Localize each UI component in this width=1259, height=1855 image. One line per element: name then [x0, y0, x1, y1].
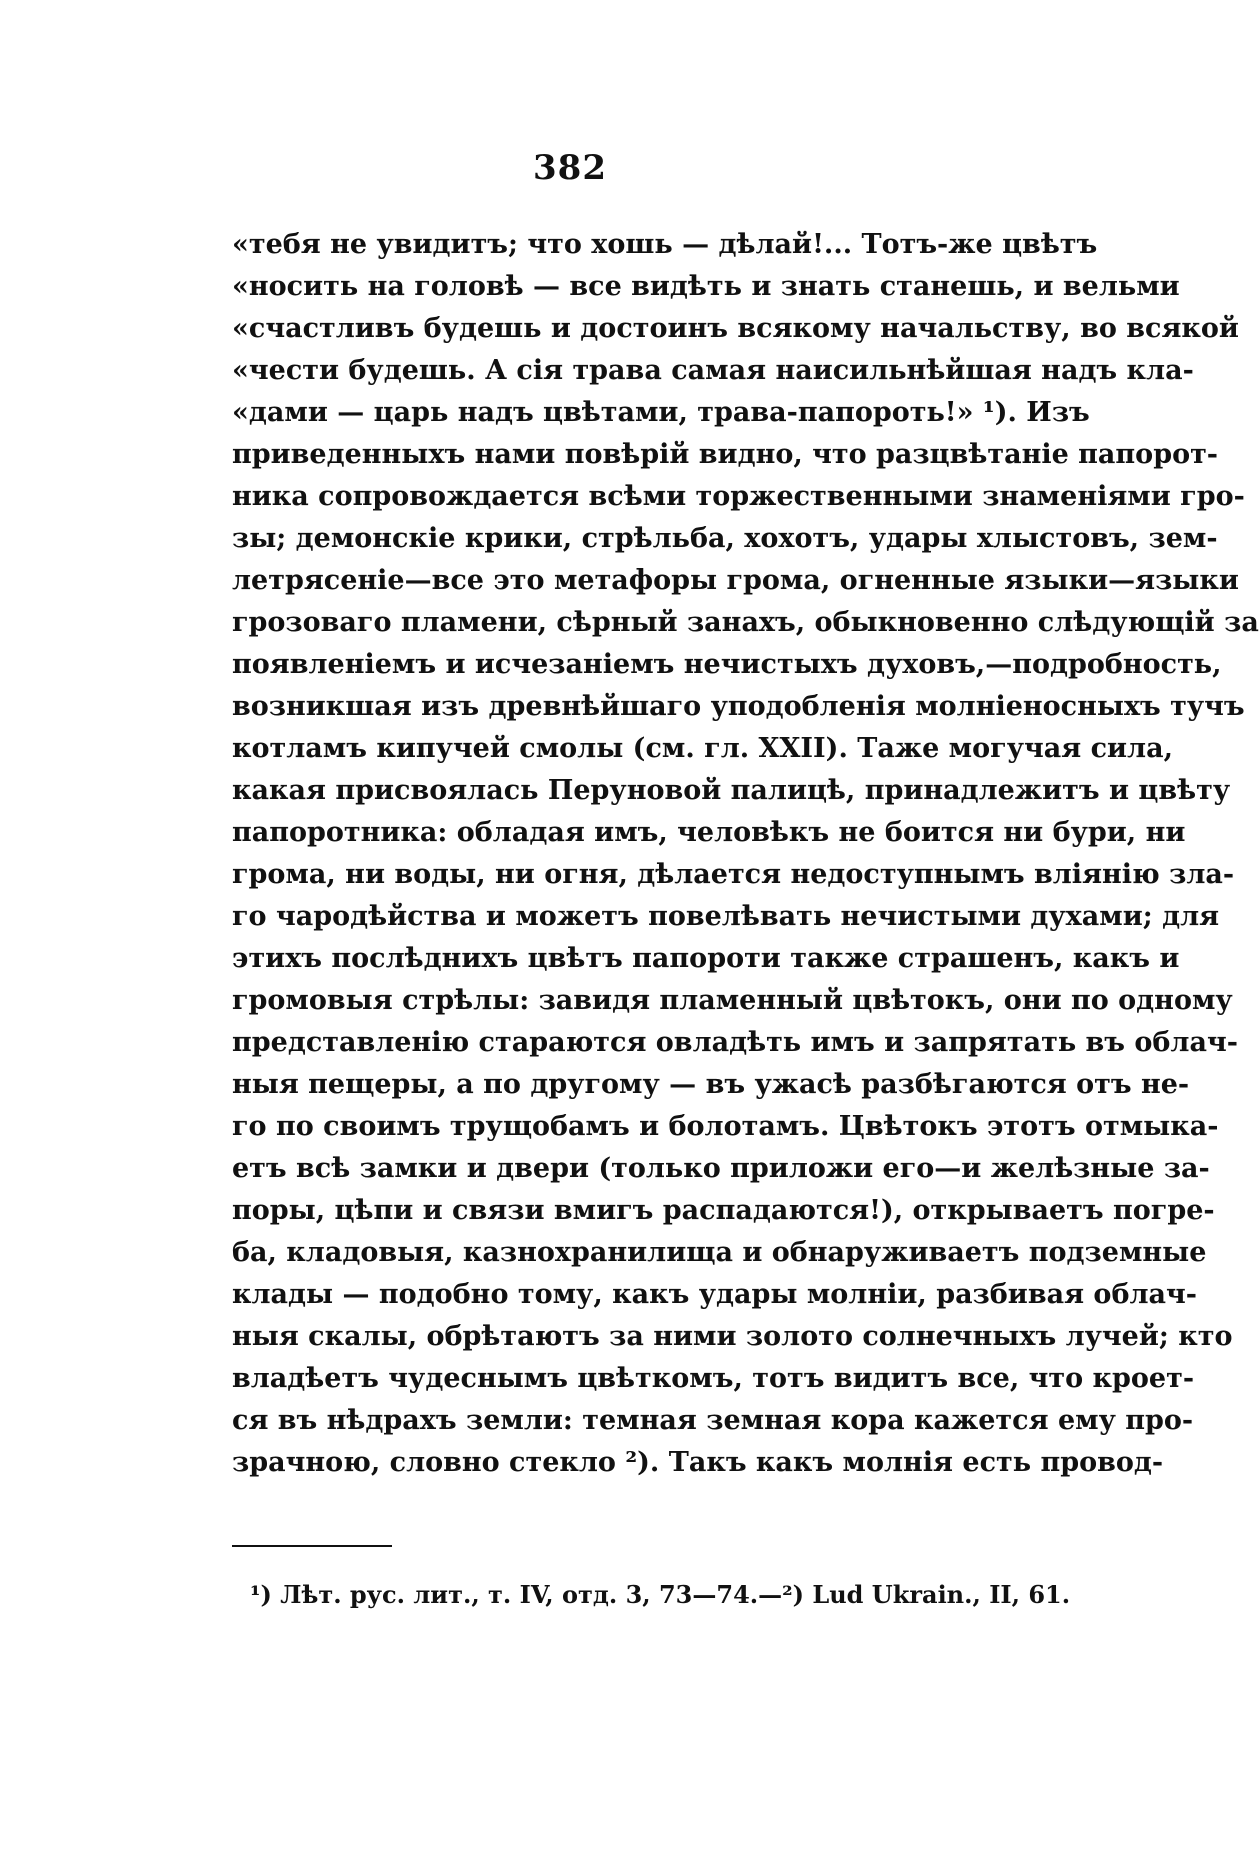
- text-line: етъ всѣ замки и двери (только приложи его—и желѣзные за-: [232, 1153, 1210, 1184]
- text-line: го по своимъ трущобамъ и болотамъ. Цвѣтокъ этотъ отмыка-: [232, 1111, 1219, 1142]
- text-line: «тебя не увидитъ; что хошь — дѣлай!... Тотъ-же цвѣтъ: [232, 229, 1098, 260]
- text-line: возникшая изъ древнѣйшаго уподобленія молніеносныхъ тучъ: [232, 691, 1245, 722]
- text-line: папоротника: обладая имъ, человѣкъ не боится ни бури, ни: [232, 817, 1186, 848]
- text-line: «дами — царь надъ цвѣтами, трава-папороть!» ¹). Изъ: [232, 397, 1090, 428]
- text-line: приведенныхъ нами повѣрій видно, что разцвѣтаніе папорот-: [232, 439, 1219, 470]
- text-line: появленіемъ и исчезаніемъ нечистыхъ духовъ,—подробность,: [232, 649, 1222, 680]
- text-line: ныя пещеры, а по другому — въ ужасѣ разбѣгаются отъ не-: [232, 1069, 1190, 1100]
- text-line: ныя скалы, обрѣтаютъ за ними золото солнечныхъ лучей; кто: [232, 1321, 1233, 1352]
- text-line: ся въ нѣдрахъ земли: темная земная кора кажется ему про-: [232, 1405, 1194, 1436]
- text-line: ба, кладовыя, казнохранилища и обнаруживаетъ подземные: [232, 1237, 1207, 1268]
- footnote: ¹) Лѣт. рус. лит., т. IV, отд. 3, 73—74.—²) Lud Ukrain., II, 61.: [250, 1580, 1071, 1609]
- text-line: ника сопровождается всѣми торжественными знаменіями гро-: [232, 481, 1245, 512]
- text-line: летрясеніе—все это метафоры грома, огненные языки—языки: [232, 565, 1239, 596]
- text-line: какая присвоялась Перуновой палицѣ, принадлежитъ и цвѣту: [232, 775, 1231, 806]
- page-number: 382: [533, 148, 607, 188]
- text-line: «чести будешь. А сія трава самая наисильнѣйшая надъ кла-: [232, 355, 1194, 386]
- footnote-divider: [232, 1545, 392, 1547]
- text-line: котламъ кипучей смолы (см. гл. XXII). Таже могучая сила,: [232, 733, 1173, 764]
- text-line: этихъ послѣднихъ цвѣтъ папороти также страшенъ, какъ и: [232, 943, 1180, 974]
- text-line: грома, ни воды, ни огня, дѣлается недоступнымъ вліянію зла-: [232, 859, 1235, 890]
- text-line: грозоваго пламени, сѣрный занахъ, обыкновенно слѣдующій за: [232, 607, 1259, 638]
- text-line: зы; демонскіе крики, стрѣльба, хохотъ, удары хлыстовъ, зем-: [232, 523, 1218, 554]
- text-line: «счастливъ будешь и достоинъ всякому начальству, во всякой: [232, 313, 1239, 344]
- body-text: [232, 224, 1259, 1484]
- text-line: зрачною, словно стекло ²). Такъ какъ молнія есть провод-: [232, 1447, 1164, 1478]
- text-line: поры, цѣпи и связи вмигъ распадаются!), открываетъ погре-: [232, 1195, 1215, 1226]
- text-line: го чародѣйства и можетъ повелѣвать нечистыми духами; для: [232, 901, 1220, 932]
- text-line: громовыя стрѣлы: завидя пламенный цвѣтокъ, они по одному: [232, 985, 1233, 1016]
- text-line: «носить на головѣ — все видѣть и знать станешь, и вельми: [232, 271, 1180, 302]
- text-line: владѣетъ чудеснымъ цвѣткомъ, тотъ видитъ все, что кроет-: [232, 1363, 1195, 1394]
- text-line: клады — подобно тому, какъ удары молніи, разбивая облач-: [232, 1279, 1197, 1310]
- text-line: представленію стараются овладѣть имъ и запрятать въ облач-: [232, 1027, 1238, 1058]
